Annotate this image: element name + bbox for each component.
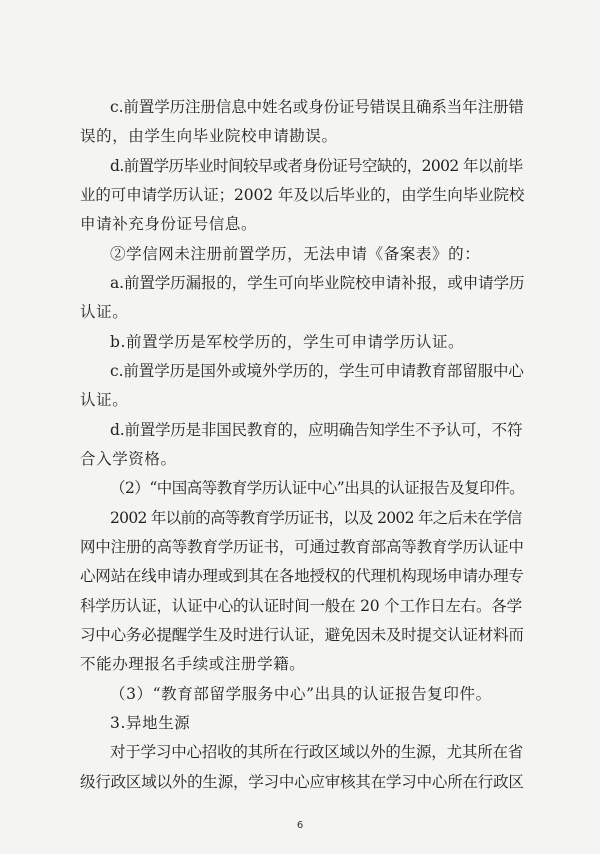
text-line: b.前置学历是军校学历的，学生可申请学历认证。 bbox=[110, 333, 465, 351]
text-line: 认证。 bbox=[80, 303, 129, 321]
text-line: 习中心务必提醒学生及时进行认证，避免因未及时提交认证材料而 bbox=[80, 626, 524, 644]
text-line: 心网站在线申请办理或到其在各地授权的代理机构现场申请办理专 bbox=[80, 567, 524, 585]
text-line: d.前置学历毕业时间较早或者身份证号空缺的，2002 年以前毕 bbox=[110, 157, 523, 175]
text-line: 误的，由学生向毕业院校申请勘误。 bbox=[80, 127, 338, 145]
text-line: 网中注册的高等教育学历证书，可通过教育部高等教育学历认证中 bbox=[80, 538, 524, 556]
text-line: d.前置学历是非国民教育的，应明确告知学生不予认可，不符 bbox=[110, 421, 523, 439]
section-heading: 3.异地生源 bbox=[110, 714, 191, 732]
text-line: 对于学习中心招收的其所在行政区域以外的生源，尤其所在省 bbox=[110, 743, 524, 761]
text-line: a.前置学历漏报的，学生可向毕业院校申请补报，或申请学历 bbox=[110, 274, 525, 292]
section-heading: （3）“教育部留学服务中心”出具的认证报告复印件。 bbox=[110, 685, 492, 703]
text-line: 2002 年以前的高等教育学历证书，以及 2002 年之后未在学信 bbox=[110, 509, 522, 527]
page-number: 6 bbox=[296, 820, 304, 831]
text-line: 不能办理报名手续或注册学籍。 bbox=[80, 655, 306, 673]
text-line: c.前置学历是国外或境外学历的，学生可申请教育部留服中心 bbox=[110, 362, 524, 380]
text-line: ②学信网未注册前置学历，无法申请《备案表》的： bbox=[110, 245, 481, 263]
text-line: 合入学资格。 bbox=[80, 450, 177, 468]
text-line: 科学历认证，认证中心的认证时间一般在 20 个工作日左右。各学 bbox=[80, 597, 522, 615]
text-line: c.前置学历注册信息中姓名或身份证号错误且确系当年注册错 bbox=[110, 98, 524, 116]
text-line: 申请补充身份证号信息。 bbox=[80, 215, 258, 233]
section-heading: （2）“中国高等教育学历认证中心”出具的认证报告及复印件。 bbox=[110, 479, 525, 497]
text-line: 级行政区域以外的生源，学习中心应审核其在学习中心所在行政区 bbox=[80, 773, 524, 791]
text-line: 认证。 bbox=[80, 391, 129, 409]
text-line: 业的可申请学历认证；2002 年及以后毕业的，由学生向毕业院校 bbox=[80, 186, 525, 204]
